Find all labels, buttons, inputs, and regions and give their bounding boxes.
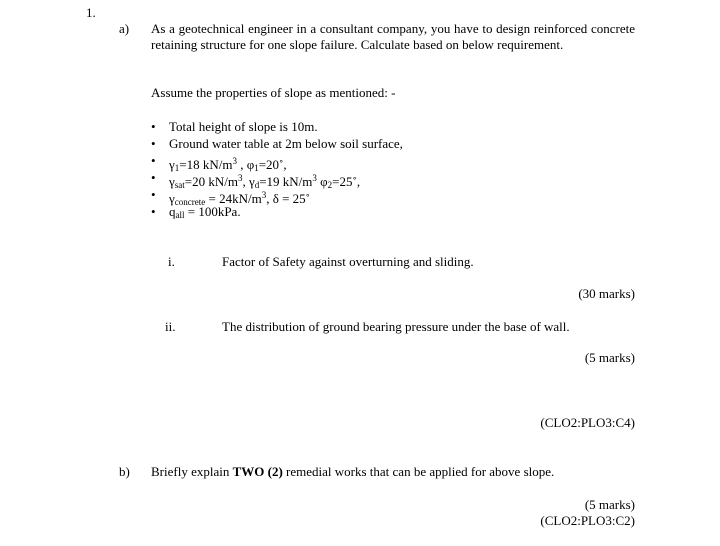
property-soil-1: $\gamma_1=18$ $kN/m^3$ , $\varphi_1=20˚$, (169, 156, 287, 173)
clo-label: (CLO2:PLO3:C2) (540, 513, 635, 528)
part-a-intro: As a geotechnical engineer in a consultant company, you have to design reinforced concrete retaining structure for one slope failure. Calculate based on below requirement. (151, 21, 635, 52)
property-concrete: $\gamma_{concrete} = 24kN/m^3$, δ = 25˚ (169, 190, 310, 207)
bullet-icon: • (151, 170, 156, 185)
emphasis-two: TWO (2) (232, 464, 283, 479)
question-number: 1. (86, 5, 96, 20)
marks-label: (5 marks) (584, 497, 635, 512)
part-b-label: b) (119, 464, 130, 479)
marks-label: (30 marks) (578, 286, 635, 301)
property-height: Total height of slope is 10m. (169, 119, 318, 134)
list-item (151, 204, 403, 221)
property-bearing-capacity: $q_{all} = 100kPa$. (169, 204, 241, 220)
assumption-statement: Assume the properties of slope as mentioned: - (151, 85, 396, 100)
marks-label: (5 marks) (584, 350, 635, 365)
bullet-icon: • (151, 119, 156, 134)
slope-properties-list (151, 119, 403, 221)
part-b-question: Briefly explain TWO (2) remedial works that can be applied for above slope. (151, 464, 555, 479)
bullet-icon: • (151, 187, 156, 202)
list-item (151, 119, 403, 136)
task-bearing-pressure: The distribution of ground bearing pressure under the base of wall. (222, 319, 570, 334)
task-overturning-sliding: Factor of Safety against overturning and sliding. (222, 254, 474, 269)
bullet-icon: • (151, 204, 156, 219)
task-numeral: ii. (165, 319, 176, 334)
task-numeral: i. (168, 254, 175, 269)
list-item (151, 187, 403, 207)
list-item (151, 170, 403, 190)
list-item (151, 153, 403, 173)
clo-label: (CLO2:PLO3:C4) (540, 415, 635, 430)
bullet-icon: • (151, 136, 156, 151)
property-ground-water-table: Ground water table at 2m below soil surface, (169, 136, 403, 151)
part-a-label: a) (119, 21, 130, 36)
bullet-icon: • (151, 153, 156, 168)
property-soil-2: $\gamma_{sat}=20$ $kN/m^3$, $\gamma_d=19$ $kN/m^3$ $\varphi_2=25˚$, (169, 173, 361, 190)
list-item (151, 136, 403, 153)
